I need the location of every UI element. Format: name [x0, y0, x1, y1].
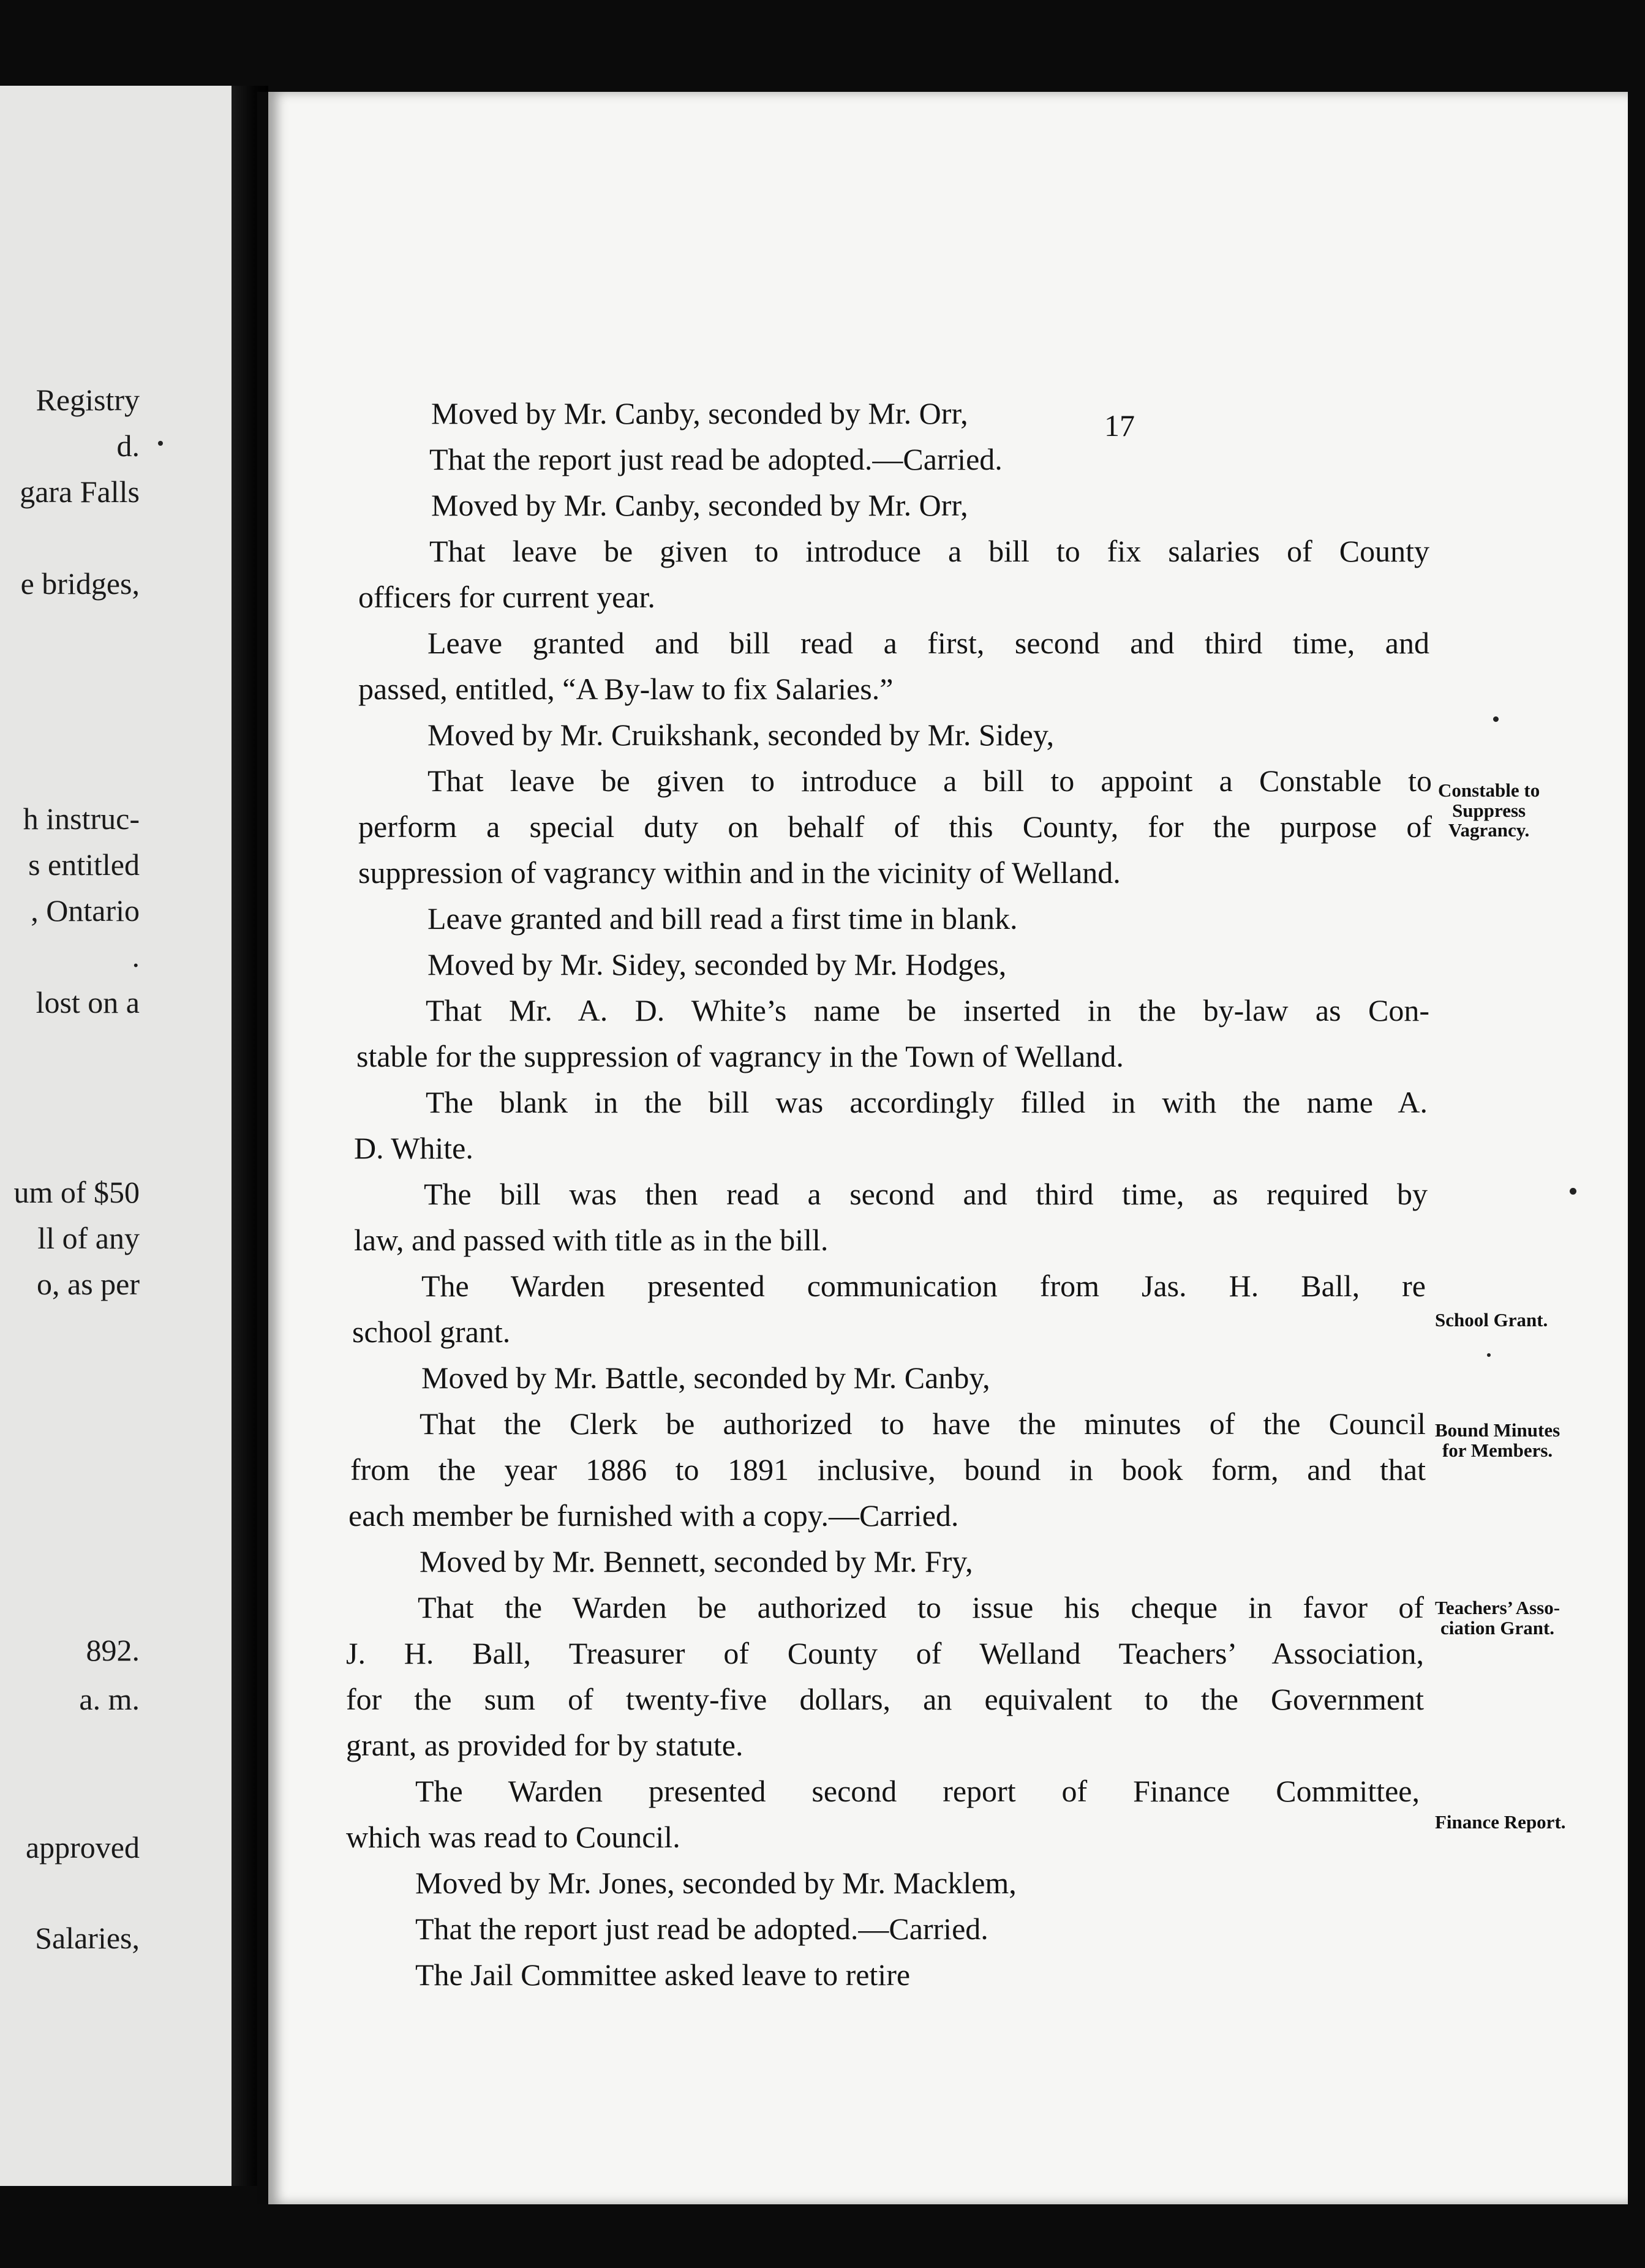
left-fragment: lost on a [36, 985, 140, 1019]
margin-note-line: Suppress [1452, 799, 1526, 821]
text-line: school grant. [352, 1315, 511, 1349]
margin-note-bound-minutes [1435, 1421, 1560, 1460]
book-page [257, 92, 1628, 2204]
left-fragment: a. m. [79, 1682, 140, 1716]
margin-note-line: ciation Grant. [1440, 1617, 1555, 1639]
text-line: which was read to Council. [346, 1820, 680, 1854]
scan-speck [1493, 716, 1499, 722]
left-fragment: 892. [86, 1633, 140, 1667]
text-line: from the year 1886 to 1891 inclusive, bound in book form, and that [350, 1452, 1426, 1487]
text-line: Leave granted and bill read a first time in blank. [427, 901, 1018, 936]
scan-speck [158, 441, 163, 446]
left-fragment: approved [25, 1830, 140, 1864]
margin-note-line: Constable to [1438, 779, 1540, 801]
text-line: That the Warden be authorized to issue his cheque in favor of [418, 1590, 1424, 1624]
text-line: The blank in the bill was accordingly filled in with the name A. [426, 1085, 1428, 1119]
text-line: The Jail Committee asked leave to retire [415, 1958, 911, 1992]
margin-note-finance-report [1435, 1812, 1566, 1833]
text-line: suppression of vagrancy within and in the vicinity of Welland. [358, 855, 1121, 890]
text-line: That leave be given to introduce a bill to appoint a Constable to [427, 764, 1432, 798]
text-line: law, and passed with title as in the bill. [354, 1223, 829, 1257]
text-line: Moved by Mr. Bennett, seconded by Mr. Fry, [420, 1544, 973, 1579]
text-line: That the report just read be adopted.—Carried. [429, 442, 1003, 476]
text-line: Leave granted and bill read a first, second and third time, and [427, 626, 1429, 660]
margin-note-line: Bound Minutes [1435, 1419, 1560, 1441]
margin-note-line: Vagrancy. [1448, 819, 1530, 841]
margin-note-line: Teachers’ Asso- [1435, 1597, 1560, 1618]
left-fragment: Salaries, [35, 1921, 140, 1955]
margin-note-line: for Members. [1442, 1439, 1553, 1461]
text-line: each member be furnished with a copy.—Carried. [348, 1498, 959, 1533]
text-line: That the Clerk be authorized to have the minutes of the Council [420, 1406, 1426, 1441]
text-line: Moved by Mr. Battle, seconded by Mr. Canby, [421, 1361, 990, 1395]
text-line: The Warden presented communication from Jas. H. Ball, re [421, 1269, 1426, 1303]
left-fragment: d. [116, 429, 140, 463]
left-fragment: , Ontario [31, 893, 140, 928]
text-line: That Mr. A. D. White’s name be inserted in the by-law as Con- [426, 993, 1429, 1027]
text-line: Moved by Mr. Jones, seconded by Mr. Macklem, [415, 1866, 1017, 1900]
minutes-text [268, 92, 1628, 2204]
left-fragment: gara Falls [20, 475, 140, 509]
margin-note-line: Finance Report. [1435, 1811, 1566, 1833]
previous-page-fragment [0, 86, 232, 2186]
left-fragment: o, as per [37, 1267, 140, 1301]
text-line: passed, entitled, “A By-law to fix Salaries.” [358, 672, 894, 706]
left-fragment: . [132, 939, 140, 974]
left-fragment: e bridges, [20, 566, 140, 601]
text-line: That the report just read be adopted.—Carried. [415, 1912, 988, 1946]
text-line: Moved by Mr. Cruikshank, seconded by Mr. Sidey, [427, 718, 1055, 752]
left-fragment: h instruc- [23, 802, 140, 836]
text-line: Moved by Mr. Canby, seconded by Mr. Orr, [431, 396, 968, 430]
text-line: Moved by Mr. Canby, seconded by Mr. Orr, [431, 488, 968, 522]
text-line: That leave be given to introduce a bill to fix salaries of County [429, 534, 1429, 568]
text-line: grant, as provided for by statute. [346, 1728, 743, 1762]
text-line: stable for the suppression of vagrancy in the Town of Welland. [356, 1039, 1124, 1073]
text-line: J. H. Ball, Treasurer of County of Welland Teachers’ Association, [346, 1636, 1424, 1670]
text-line: The Warden presented second report of Finance Committee, [415, 1774, 1420, 1808]
left-fragment: ll of any [37, 1221, 140, 1255]
text-line: perform a special duty on behalf of this County, for the purpose of [358, 809, 1432, 844]
text-line: D. White. [354, 1131, 473, 1165]
margin-note-constable [1438, 781, 1540, 841]
scan-speck [1570, 1188, 1576, 1195]
margin-note-school-grant [1435, 1310, 1548, 1331]
left-fragment: s entitled [28, 847, 140, 882]
left-fragment: um of $50 [13, 1175, 140, 1209]
text-line: for the sum of twenty-five dollars, an equivalent to the Government [346, 1682, 1424, 1716]
page-number: 17 [1104, 408, 1135, 443]
margin-note-line: School Grant. [1435, 1309, 1548, 1331]
text-line: officers for current year. [358, 580, 655, 614]
text-line: Moved by Mr. Sidey, seconded by Mr. Hodges, [427, 947, 1007, 982]
left-fragment: Registry [36, 383, 140, 417]
scan-speck [1487, 1353, 1491, 1357]
text-line: The bill was then read a second and third time, as required by [424, 1177, 1428, 1211]
margin-note-teachers-grant [1435, 1598, 1560, 1638]
